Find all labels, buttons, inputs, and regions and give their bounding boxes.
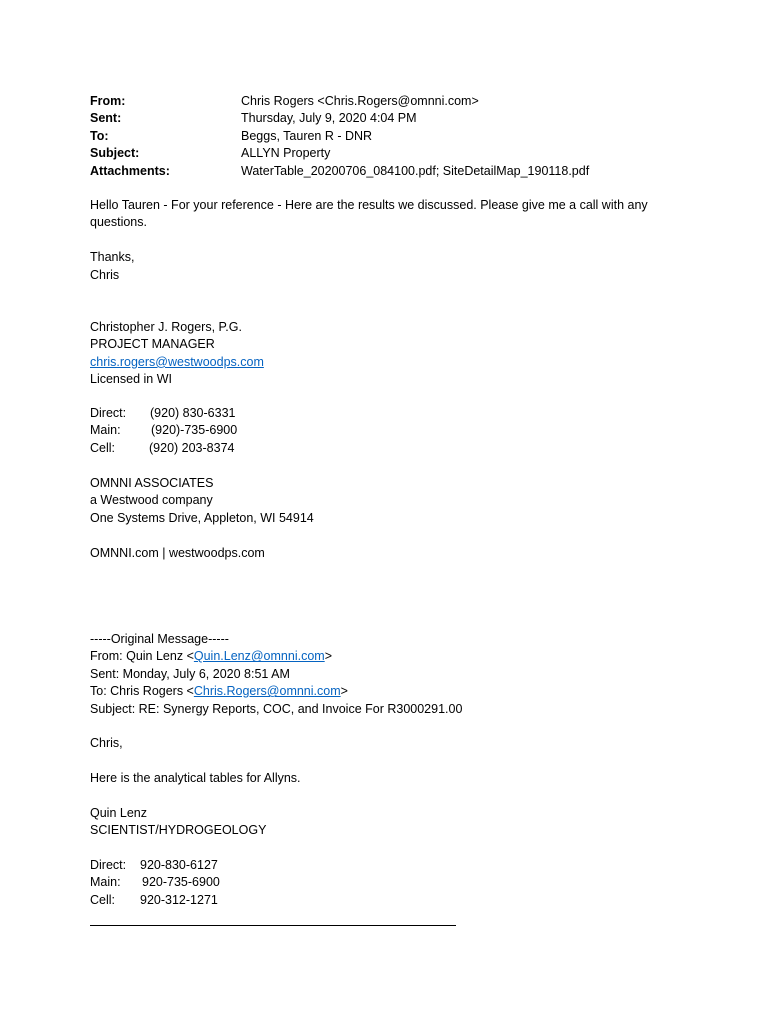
phone-row-direct	[90, 405, 237, 422]
to-value: Beggs, Tauren R - DNR	[241, 128, 373, 143]
original-salutation: Chris,	[90, 736, 123, 751]
thanks-text: Thanks,	[90, 250, 135, 265]
from-label: From:	[90, 94, 126, 108]
subject-value: ALLYN Property	[241, 146, 331, 161]
phone-row-main	[90, 422, 237, 439]
phone-main-label: Main:	[90, 423, 121, 438]
original-phone-row-direct	[90, 857, 220, 874]
original-phone-main-value: 920-735-6900	[142, 875, 220, 890]
company-sub: a Westwood company	[90, 493, 213, 508]
original-phone-direct-value: 920-830-6127	[140, 858, 218, 872]
email-header	[90, 93, 589, 180]
signature-divider	[90, 925, 456, 926]
phone-main-value: (920)-735-6900	[151, 423, 238, 438]
signature	[90, 319, 264, 389]
signature-title: PROJECT MANAGER	[90, 337, 215, 352]
sent-value: Thursday, July 9, 2020 4:04 PM	[241, 111, 417, 126]
original-sig-name: Quin Lenz	[90, 805, 147, 820]
header-row-attachments	[90, 163, 589, 180]
original-subject: Subject: RE: Synergy Reports, COC, and Invoice For R3000291.00	[90, 701, 463, 716]
greeting-line-1: Hello Tauren - For your reference - Here are the results we discussed. Please give me a call with any	[90, 198, 648, 212]
phone-row-cell	[90, 440, 237, 457]
to-label: To:	[90, 128, 109, 143]
original-to-email-link[interactable]: Chris.Rogers@omnni.com	[193, 684, 341, 699]
phone-direct-value: (920) 830-6331	[150, 406, 236, 420]
header-row-sent	[90, 110, 589, 127]
original-message-heading: -----Original Message-----	[90, 632, 229, 646]
signature-full-name: Christopher J. Rogers, P.G.	[90, 320, 242, 334]
from-value: Chris Rogers <Chris.Rogers@omnni.com>	[241, 94, 479, 108]
signature-email-link[interactable]: chris.rogers@westwoodps.com	[90, 354, 264, 369]
subject-label: Subject:	[90, 146, 140, 161]
attachments-label: Attachments:	[90, 163, 170, 178]
company-info	[90, 475, 314, 562]
phone-cell-label: Cell:	[90, 440, 116, 455]
header-row-subject	[90, 145, 589, 162]
original-phone-cell-label: Cell:	[90, 892, 116, 907]
phone-cell-value: (920) 203-8374	[149, 440, 235, 455]
company-websites: OMNNI.com | westwoodps.com	[90, 545, 265, 560]
company-address: One Systems Drive, Appleton, WI 54914	[90, 510, 314, 525]
original-sent: Sent: Monday, July 6, 2020 8:51 AM	[90, 666, 290, 681]
attachments-value: WaterTable_20200706_084100.pdf; SiteDetailMap_190118.pdf	[241, 163, 590, 178]
original-phone-direct-label: Direct:	[90, 858, 127, 872]
original-from-email-link[interactable]: Quin.Lenz@omnni.com	[193, 649, 325, 664]
sent-label: Sent:	[90, 111, 122, 126]
signature-license: Licensed in WI	[90, 372, 172, 387]
header-row-to	[90, 128, 589, 145]
greeting-line-2: questions.	[90, 215, 147, 230]
original-message	[90, 631, 462, 840]
original-from: From: Quin Lenz <Quin.Lenz@omnni.com>	[90, 649, 332, 664]
original-phone-cell-value: 920-312-1271	[140, 892, 218, 907]
original-phone-main-label: Main:	[90, 875, 121, 890]
original-to: To: Chris Rogers <Chris.Rogers@omnni.com>	[90, 684, 348, 699]
original-sig-title: SCIENTIST/HYDROGEOLOGY	[90, 823, 267, 838]
header-row-from	[90, 93, 589, 110]
email-body	[90, 197, 648, 284]
sender-name: Chris	[90, 267, 120, 282]
original-phone-row-cell	[90, 892, 220, 909]
original-phone-row-main	[90, 874, 220, 891]
signature-phones	[90, 405, 237, 457]
original-phones	[90, 857, 220, 909]
company-name: OMNNI ASSOCIATES	[90, 476, 214, 490]
phone-direct-label: Direct:	[90, 406, 127, 420]
original-message-text: Here is the analytical tables for Allyns.	[90, 771, 301, 786]
